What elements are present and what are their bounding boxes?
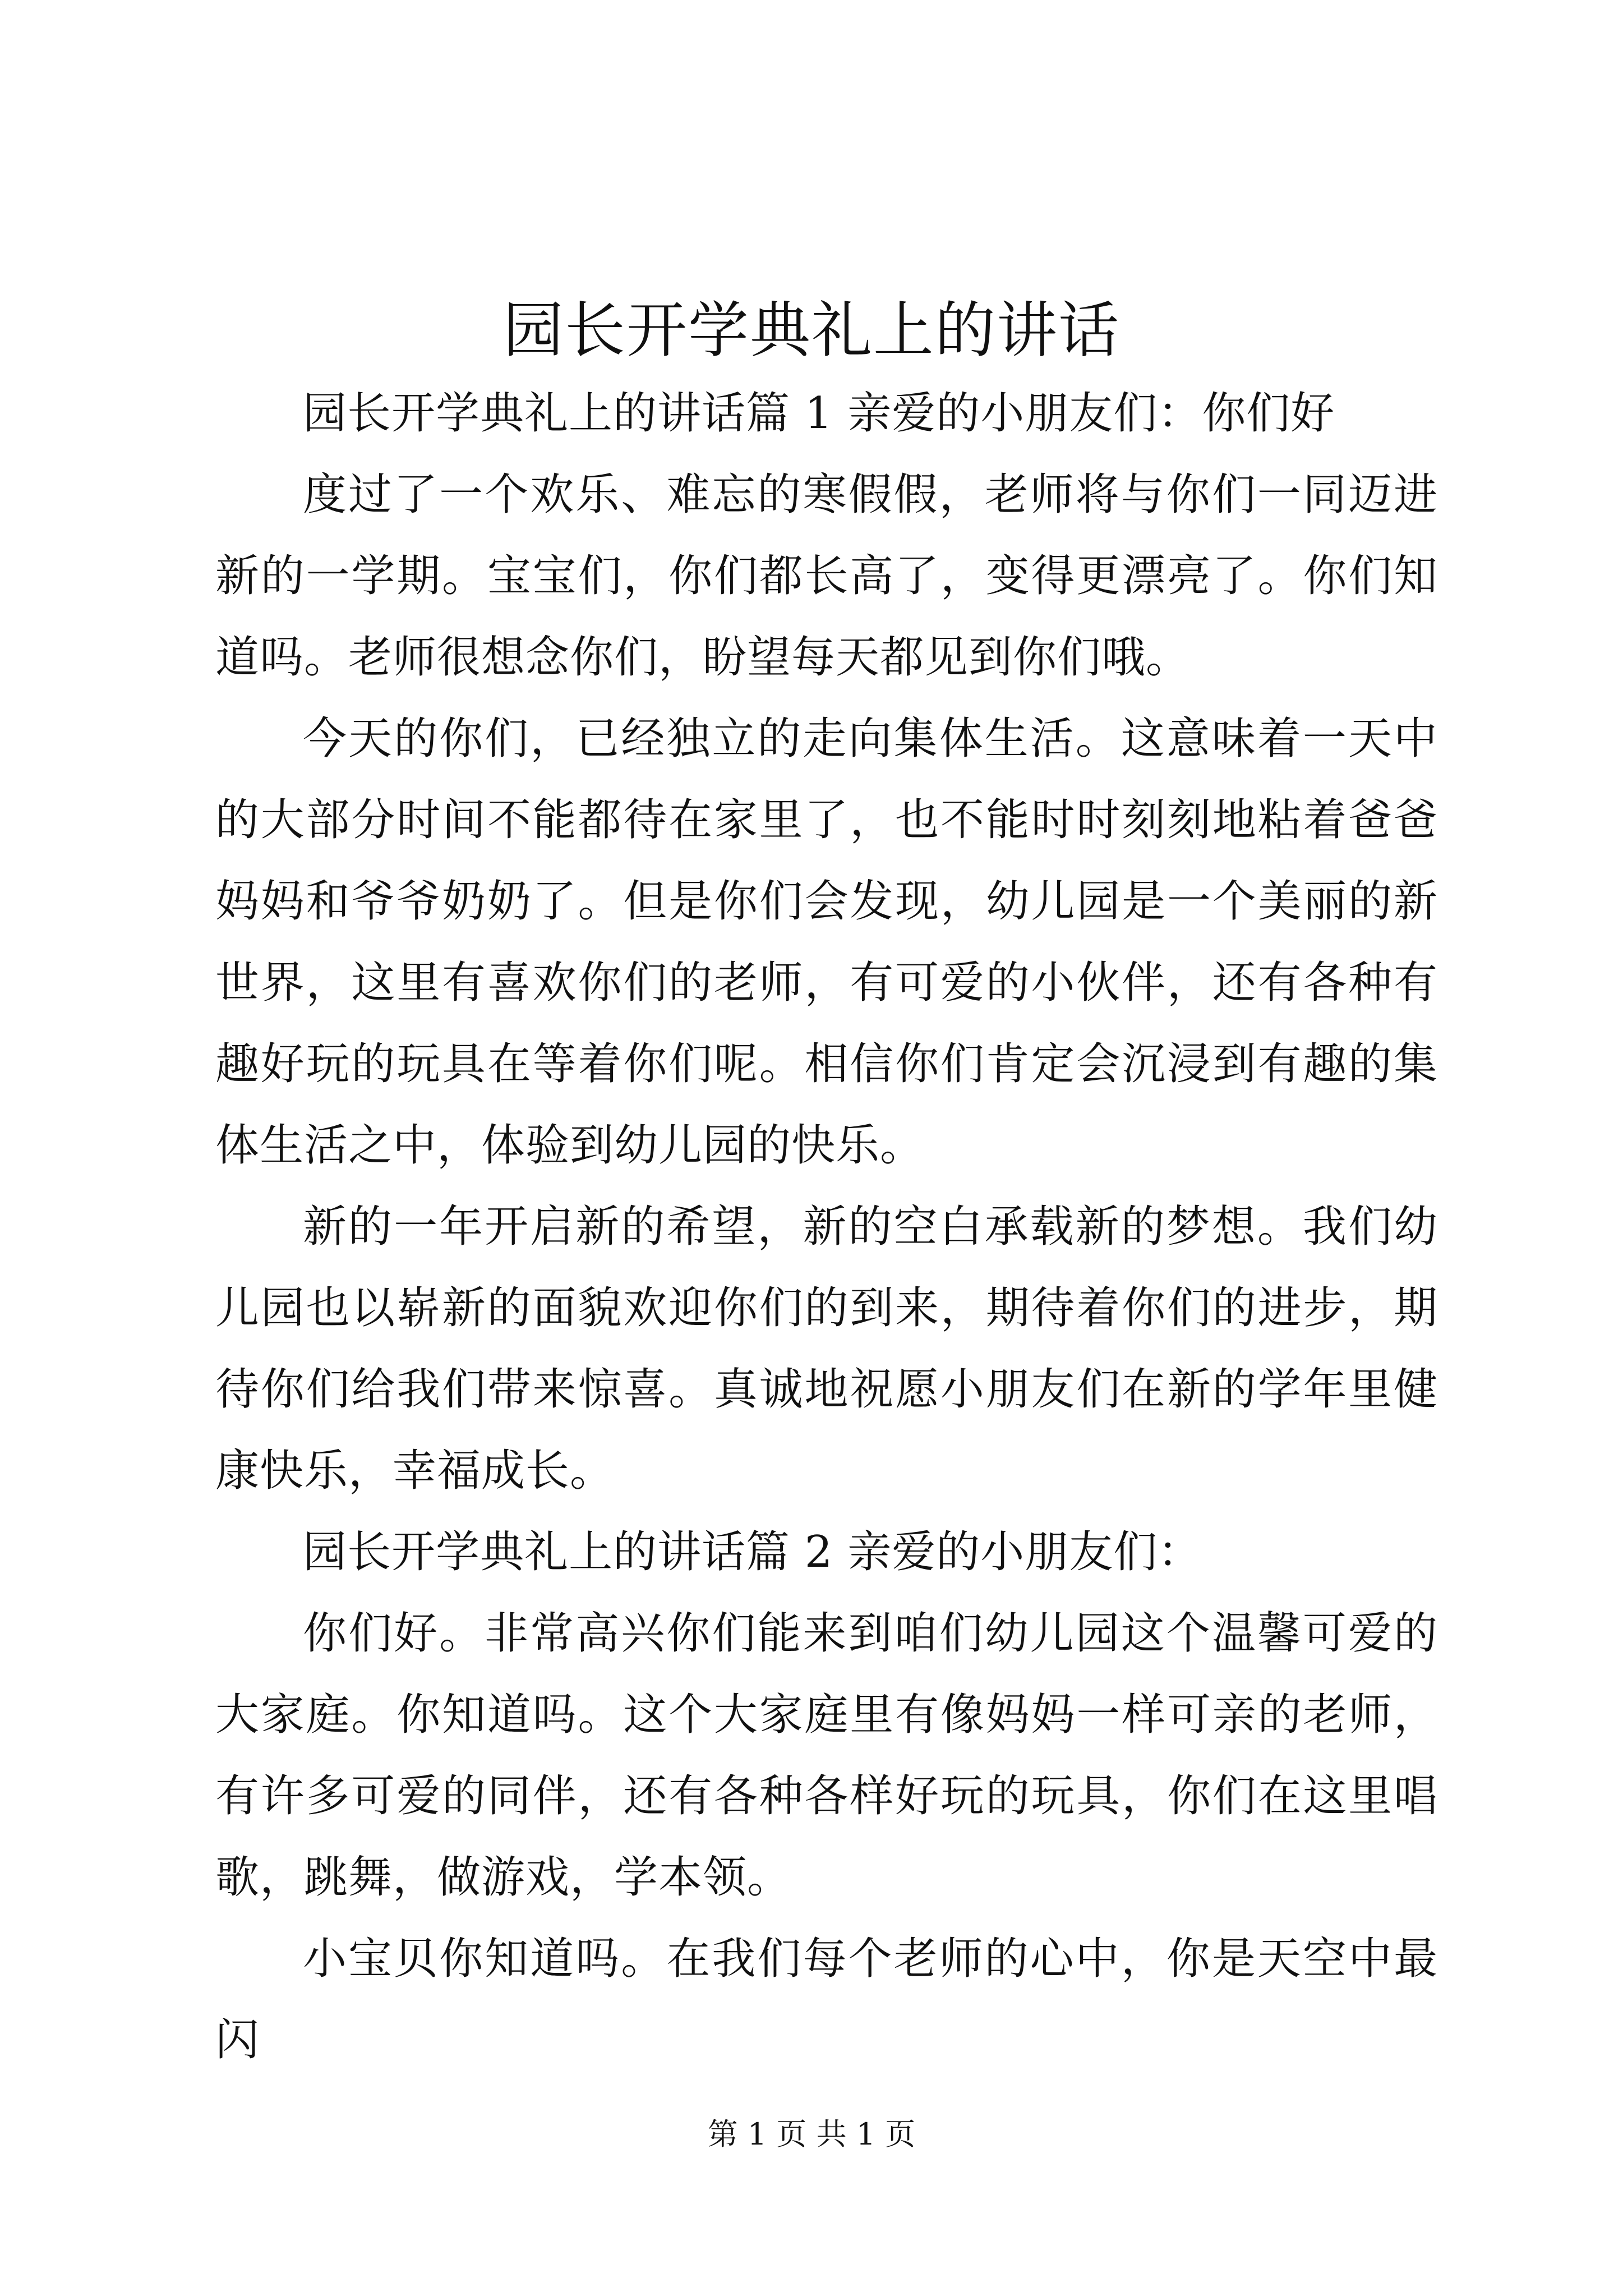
paragraph: 园长开学典礼上的讲话篇 1 亲爱的小朋友们：你们好 [303, 388, 1335, 439]
paragraph: 园长开学典礼上的讲话篇 2 亲爱的小朋友们： [303, 1527, 1202, 1577]
paragraph: 你们好。非常高兴你们能来到咱们幼儿园这个温馨可爱的大家庭。你知道吗。这个大家庭里有像妈妈一样可亲的老师，有许多可爱的同伴，还有各种各样好玩的玩具，你们在这里唱歌，跳舞，做游戏，学本领。 [215, 1608, 1438, 1903]
paragraph: 今天的你们，已经独立的走向集体生活。这意味着一天中的大部分时间不能都待在家里了，也不能时时刻刻地粘着爸爸妈妈和爷爷奶奶了。但是你们会发现，幼儿园是一个美丽的新世界，这里有喜欢你们的老师，有可爱的小伙伴，还有各种有趣好玩的玩具在等着你们呢。相信你们肯定会沉浸到有趣的集体生活之中，体验到幼儿园的快乐。 [215, 714, 1438, 1171]
document-title: 园长开学典礼上的讲话 [502, 296, 1120, 366]
document-body [215, 373, 1438, 2081]
page-footer: 第 1 页 共 1 页 [707, 2116, 916, 2152]
paragraph: 度过了一个欢乐、难忘的寒假假，老师将与你们一同迈进新的一学期。宝宝们，你们都长高了，变得更漂亮了。你们知道吗。老师很想念你们，盼望每天都见到你们哦。 [215, 470, 1438, 683]
paragraph: 小宝贝你知道吗。在我们每个老师的心中，你是天空中最闪 [215, 1934, 1438, 2065]
paragraph: 新的一年开启新的希望，新的空白承载新的梦想。我们幼儿园也以崭新的面貌欢迎你们的到来，期待着你们的进步，期待你们给我们带来惊喜。真诚地祝愿小朋友们在新的学年里健康快乐，幸福成长。 [215, 1202, 1438, 1496]
